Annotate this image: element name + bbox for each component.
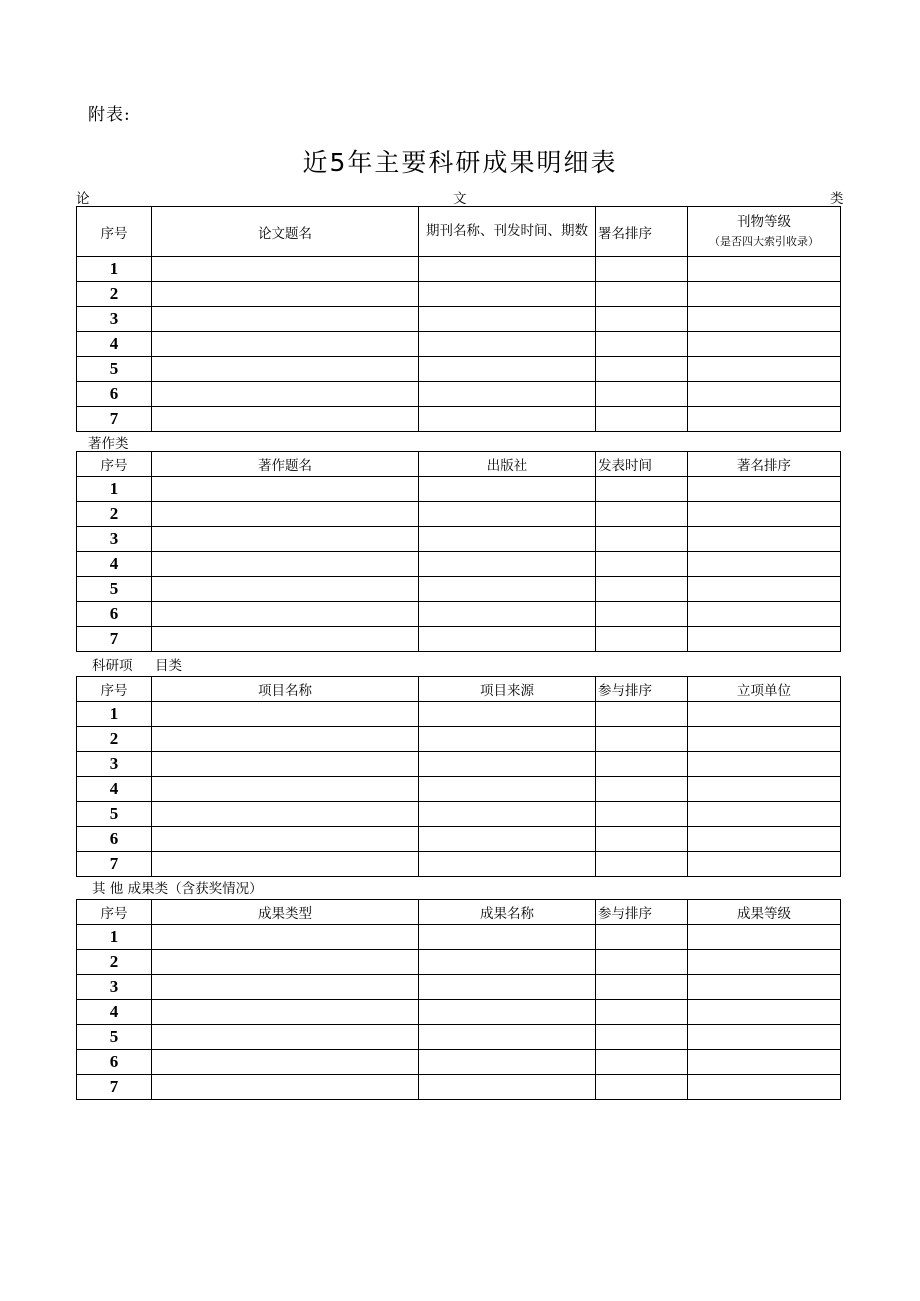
table-row [77,282,841,307]
header-cell: 序号 [77,677,152,702]
empty-cell [596,727,688,752]
empty-cell [596,925,688,950]
header-cell: 出版社 [419,452,596,477]
header-cell: 序号 [77,207,152,257]
empty-cell [596,382,688,407]
empty-cell [596,332,688,357]
table-row [77,357,841,382]
table-row [77,1025,841,1050]
empty-cell [688,602,841,627]
row-number: 6 [77,382,152,407]
appendix-label: 附表: [88,105,131,125]
empty-cell [419,777,596,802]
empty-cell [688,752,841,777]
row-number: 4 [77,1000,152,1025]
others-label: 其 他 成果类（含获奖情况） [92,881,263,897]
empty-cell [596,702,688,727]
empty-cell [152,925,419,950]
header-cell: 项目名称 [152,677,419,702]
row-number: 2 [77,502,152,527]
row-number: 1 [77,702,152,727]
row-number: 7 [77,1075,152,1100]
row-number: 6 [77,827,152,852]
empty-cell [596,307,688,332]
empty-cell [688,407,841,432]
empty-cell [596,1075,688,1100]
projects-table [76,676,841,877]
empty-cell [688,577,841,602]
table-row [77,257,841,282]
row-number: 1 [77,477,152,502]
empty-cell [419,752,596,777]
empty-cell [419,282,596,307]
header-cell: 著名排序 [688,452,841,477]
empty-cell [419,852,596,877]
table-row [77,307,841,332]
empty-cell [688,1000,841,1025]
row-number: 3 [77,307,152,332]
header-cell: 参与排序 [596,900,688,925]
papers-label-right: 类 [830,191,844,207]
empty-cell [152,357,419,382]
empty-cell [419,502,596,527]
empty-cell [419,257,596,282]
table-row [77,577,841,602]
empty-cell [596,975,688,1000]
row-number: 7 [77,627,152,652]
empty-cell [688,257,841,282]
empty-cell [688,552,841,577]
empty-cell [152,527,419,552]
empty-cell [152,407,419,432]
papers-label-left: 论 [76,191,90,207]
header-cell: 成果类型 [152,900,419,925]
header-cell: 参与排序 [596,677,688,702]
empty-cell [152,1025,419,1050]
empty-cell [688,925,841,950]
table-row [77,1075,841,1100]
others-table [76,899,841,1100]
table-row [77,502,841,527]
empty-cell [152,382,419,407]
row-number: 4 [77,777,152,802]
page-title: 近5年主要科研成果明细表 [302,148,618,177]
empty-cell [596,282,688,307]
row-number: 2 [77,950,152,975]
papers-table [76,206,841,432]
row-number: 3 [77,527,152,552]
empty-cell [152,602,419,627]
empty-cell [152,827,419,852]
projects-label-b: 目类 [155,658,182,674]
empty-cell [419,307,596,332]
empty-cell [688,702,841,727]
table-row [77,527,841,552]
empty-cell [596,777,688,802]
empty-cell [152,777,419,802]
projects-label-a: 科研项 [92,658,133,674]
empty-cell [596,477,688,502]
empty-cell [419,802,596,827]
empty-cell [152,1000,419,1025]
header-cell: 发表时间 [596,452,688,477]
table-row [77,975,841,1000]
empty-cell [419,1075,596,1100]
table-row [77,777,841,802]
table-row [77,827,841,852]
empty-cell [688,357,841,382]
empty-cell [596,407,688,432]
empty-cell [688,332,841,357]
empty-cell [152,257,419,282]
header-cell: 项目来源 [419,677,596,702]
empty-cell [419,925,596,950]
row-number: 5 [77,577,152,602]
empty-cell [596,577,688,602]
table-row [77,702,841,727]
empty-cell [419,407,596,432]
table-row [77,852,841,877]
empty-cell [688,1050,841,1075]
table-row [77,602,841,627]
empty-cell [688,1025,841,1050]
empty-cell [152,282,419,307]
empty-cell [152,1075,419,1100]
header-cell: 署名排序 [596,207,688,257]
header-cell: 序号 [77,900,152,925]
empty-cell [419,357,596,382]
empty-cell [152,477,419,502]
empty-cell [688,382,841,407]
empty-cell [688,727,841,752]
row-number: 2 [77,282,152,307]
empty-cell [419,577,596,602]
empty-cell [152,627,419,652]
table-row [77,925,841,950]
empty-cell [419,627,596,652]
table-row [77,802,841,827]
empty-cell [688,282,841,307]
row-number: 6 [77,602,152,627]
row-number: 5 [77,357,152,382]
empty-cell [419,477,596,502]
row-number: 2 [77,727,152,752]
empty-cell [152,852,419,877]
header-cell: 期刊名称、刊发时间、期数 [419,207,596,257]
row-number: 1 [77,257,152,282]
empty-cell [596,1000,688,1025]
empty-cell [596,1025,688,1050]
empty-cell [152,752,419,777]
empty-cell [419,727,596,752]
header-cell: 序号 [77,452,152,477]
empty-cell [419,1000,596,1025]
empty-cell [688,802,841,827]
papers-header-row [77,207,841,257]
empty-cell [419,552,596,577]
table-row [77,382,841,407]
table-row [77,950,841,975]
empty-cell [596,552,688,577]
empty-cell [419,1050,596,1075]
empty-cell [419,702,596,727]
papers-label-mid: 文 [453,191,467,207]
empty-cell [152,950,419,975]
empty-cell [596,802,688,827]
empty-cell [152,727,419,752]
empty-cell [596,852,688,877]
row-number: 4 [77,332,152,357]
projects-header-row [77,677,841,702]
empty-cell [152,975,419,1000]
empty-cell [688,852,841,877]
row-number: 3 [77,752,152,777]
row-number: 5 [77,1025,152,1050]
empty-cell [688,827,841,852]
empty-cell [419,827,596,852]
empty-cell [596,752,688,777]
empty-cell [596,257,688,282]
empty-cell [419,527,596,552]
empty-cell [152,577,419,602]
table-row [77,552,841,577]
empty-cell [152,802,419,827]
table-row [77,727,841,752]
empty-cell [152,552,419,577]
row-number: 7 [77,407,152,432]
empty-cell [596,1050,688,1075]
empty-cell [152,1050,419,1075]
row-number: 7 [77,852,152,877]
empty-cell [419,332,596,357]
empty-cell [688,307,841,332]
empty-cell [419,950,596,975]
row-number: 4 [77,552,152,577]
empty-cell [419,602,596,627]
header-cell-line: 刊物等级 [737,213,791,230]
empty-cell [596,527,688,552]
header-cell [688,207,841,257]
empty-cell [596,950,688,975]
books-label: 著作类 [88,436,129,452]
table-row [77,477,841,502]
header-cell: 论文题名 [152,207,419,257]
empty-cell [419,382,596,407]
row-number: 6 [77,1050,152,1075]
row-number: 5 [77,802,152,827]
table-row [77,627,841,652]
books-header-row [77,452,841,477]
empty-cell [419,975,596,1000]
table-row [77,1000,841,1025]
empty-cell [419,1025,596,1050]
header-cell-note: （是否四大索引收录） [709,234,819,248]
empty-cell [596,627,688,652]
empty-cell [688,627,841,652]
empty-cell [688,777,841,802]
empty-cell [152,332,419,357]
empty-cell [596,602,688,627]
header-cell: 成果名称 [419,900,596,925]
empty-cell [688,502,841,527]
empty-cell [152,702,419,727]
table-row [77,752,841,777]
table-row [77,1050,841,1075]
others-header-row [77,900,841,925]
empty-cell [688,1075,841,1100]
empty-cell [596,502,688,527]
empty-cell [688,527,841,552]
row-number: 3 [77,975,152,1000]
header-cell: 立项单位 [688,677,841,702]
books-table [76,451,841,652]
header-cell: 著作题名 [152,452,419,477]
empty-cell [152,502,419,527]
table-row [77,332,841,357]
empty-cell [596,827,688,852]
header-cell: 成果等级 [688,900,841,925]
table-row [77,407,841,432]
empty-cell [688,975,841,1000]
empty-cell [596,357,688,382]
empty-cell [152,307,419,332]
empty-cell [688,950,841,975]
empty-cell [688,477,841,502]
row-number: 1 [77,925,152,950]
